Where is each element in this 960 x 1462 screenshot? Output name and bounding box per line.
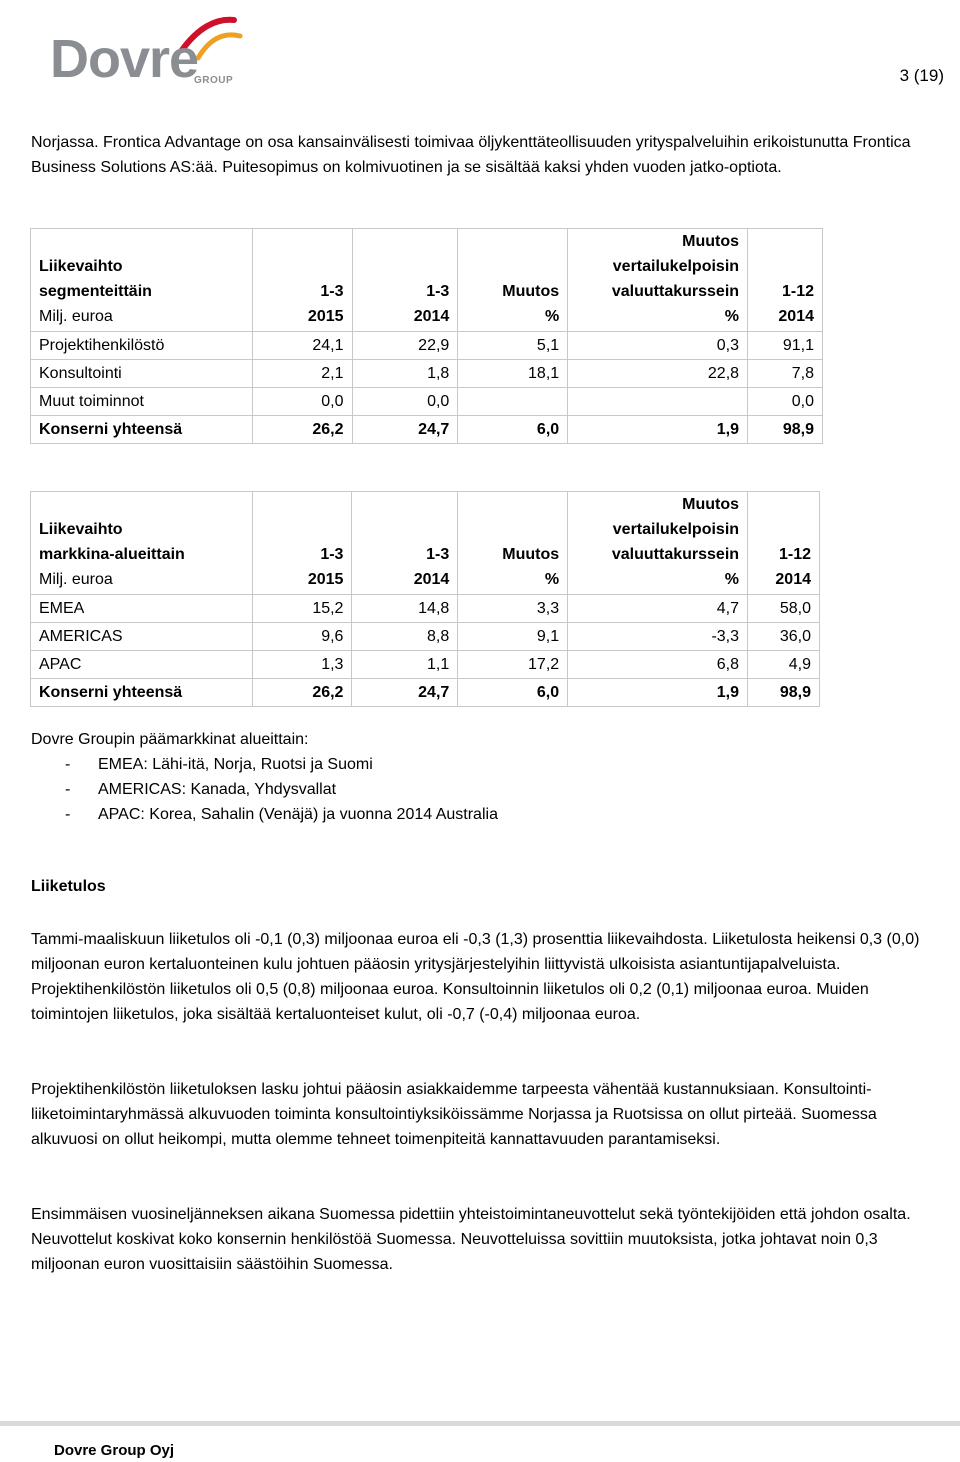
footer-divider <box>0 1421 960 1426</box>
dash-bullet: - <box>65 806 71 823</box>
header-cell-change: Muutos % <box>458 492 568 595</box>
header-cell-label: Liikevaihto markkina-alueittain Milj. euroa <box>31 492 253 595</box>
list-item: - EMEA: Lähi-itä, Norja, Ruotsi ja Suomi <box>31 752 498 777</box>
table-row <box>31 651 820 679</box>
cell: 26,2 <box>252 679 352 707</box>
cell: 0,0 <box>748 388 823 416</box>
markets-intro: Dovre Groupin päämarkkinat alueittain: <box>31 731 309 748</box>
list-item: - APAC: Korea, Sahalin (Venäjä) ja vuonna 2014 Australia <box>31 802 498 827</box>
page-number: 3 (19) <box>899 66 944 85</box>
row-label: AMERICAS <box>31 623 253 651</box>
cell: 3,3 <box>458 595 568 623</box>
cell: 22,8 <box>568 360 748 388</box>
cell: 22,9 <box>352 332 458 360</box>
cell: 0,0 <box>352 388 458 416</box>
header-cell-q1-2014: 1-3 2014 <box>352 492 458 595</box>
table-header-row <box>31 229 823 332</box>
cell: 6,0 <box>458 416 568 444</box>
revenue-by-segment-table <box>30 228 823 444</box>
header-cell-q1-2014: 1-3 2014 <box>352 229 458 332</box>
cell: 15,2 <box>252 595 352 623</box>
cell: 1,9 <box>568 416 748 444</box>
cell: 7,8 <box>748 360 823 388</box>
header-cell-fy-2014: 1-12 2014 <box>748 492 820 595</box>
header-cell-label: Liikevaihto segmenteittäin Milj. euroa <box>31 229 253 332</box>
cell: 98,9 <box>748 679 820 707</box>
row-label: Konserni yhteensä <box>31 679 253 707</box>
header-cell-fy-2014: 1-12 2014 <box>748 229 823 332</box>
header-cell-change: Muutos % <box>458 229 568 332</box>
cell: 6,8 <box>568 651 748 679</box>
cell: 1,1 <box>352 651 458 679</box>
logo-group-label: GROUP <box>194 75 234 86</box>
cell: 26,2 <box>252 416 352 444</box>
cell: 17,2 <box>458 651 568 679</box>
cell: 36,0 <box>748 623 820 651</box>
liiketulos-paragraph-1: Tammi-maaliskuun liiketulos oli -0,1 (0,3) miljoonaa euroa eli -0,3 (1,3) prosenttia liikevaihdosta. Liiketulosta heikensi 0,3 (0,0) miljoonan euron kertaluonteinen kulu johtuen pääosin yritysjärjestelyihin liittyvistä ulkoisista asiantuntijapalveluista. Projektihenkilöstön liiketulos oli 0,5 (0,8) miljoonaa euroa. Konsultoinnin liiketulos oli 0,2 (0,1) miljoonaa euroa. Muiden toimintojen liiketulos, joka sisältää kertaluonteiset kulut, oli -0,7 (-0,4) miljoonaa euroa. <box>31 931 920 1023</box>
cell: 1,9 <box>568 679 748 707</box>
cell: 1,3 <box>252 651 352 679</box>
dovre-logo <box>48 10 238 89</box>
revenue-by-market-table <box>30 491 820 707</box>
table-row <box>31 623 820 651</box>
table-row <box>31 360 823 388</box>
cell: 24,7 <box>352 679 458 707</box>
logo-wordmark: Dovre <box>50 29 199 89</box>
cell: 91,1 <box>748 332 823 360</box>
dash-bullet: - <box>65 756 71 773</box>
liiketulos-paragraph-2: Projektihenkilöstön liiketuloksen lasku johtui pääosin asiakkaidemme tarpeesta vähentää kustannuksiaan. Konsultointi-liiketoimintaryhmässä alkuvuoden toiminta konsultointiyksiköissämme Norjassa ja Ruotsissa on ollut pirteää. Suomessa alkuvuosi on ollut heikompi, mutta olemme tehneet toimenpiteitä kannattavuuden parantamiseksi. <box>31 1081 877 1148</box>
cell <box>458 388 568 416</box>
cell: 4,9 <box>748 651 820 679</box>
cell: 9,1 <box>458 623 568 651</box>
table-total-row <box>31 679 820 707</box>
row-label: Konsultointi <box>31 360 253 388</box>
cell: 0,3 <box>568 332 748 360</box>
row-label: Projektihenkilöstö <box>31 332 253 360</box>
dash-bullet: - <box>65 781 71 798</box>
cell: 24,1 <box>252 332 352 360</box>
header-cell-q1-2015: 1-3 2015 <box>252 229 352 332</box>
header-cell-change-fx: Muutos vertailukelpoisin valuuttakurssein % <box>568 492 748 595</box>
table-row <box>31 595 820 623</box>
list-item: - AMERICAS: Kanada, Yhdysvallat <box>31 777 498 802</box>
intro-paragraph: Norjassa. Frontica Advantage on osa kansainvälisesti toimivaa öljykenttäteollisuuden yrityspalveluihin erikoistunutta Frontica Business Solutions AS:ää. Puitesopimus on kolmivuotinen ja se sisältää kaksi yhden vuoden jatko-optiota. <box>31 134 911 176</box>
cell: 98,9 <box>748 416 823 444</box>
section-heading-liiketulos: Liiketulos <box>31 878 106 895</box>
cell: 14,8 <box>352 595 458 623</box>
cell: 5,1 <box>458 332 568 360</box>
cell: 1,8 <box>352 360 458 388</box>
row-label: APAC <box>31 651 253 679</box>
row-label: Konserni yhteensä <box>31 416 253 444</box>
table-row <box>31 388 823 416</box>
cell <box>568 388 748 416</box>
table-header-row <box>31 492 820 595</box>
row-label: EMEA <box>31 595 253 623</box>
cell: 9,6 <box>252 623 352 651</box>
liiketulos-paragraph-3: Ensimmäisen vuosineljänneksen aikana Suomessa pidettiin yhteistoimintaneuvottelut sekä työntekijöiden että johdon osalta. Neuvottelut koskivat koko konsernin henkilöstöä Suomessa. Neuvotteluissa sovittiin muutoksista, jotka johtavat noin 0,3 miljoonan euron vuosittaisiin säästöihin Suomessa. <box>31 1206 911 1273</box>
cell: 18,1 <box>458 360 568 388</box>
cell: 58,0 <box>748 595 820 623</box>
table-row <box>31 332 823 360</box>
footer-company-name: Dovre Group Oyj <box>54 1442 175 1459</box>
header-cell-q1-2015: 1-3 2015 <box>252 492 352 595</box>
cell: 24,7 <box>352 416 458 444</box>
table-total-row <box>31 416 823 444</box>
cell: 2,1 <box>252 360 352 388</box>
cell: 4,7 <box>568 595 748 623</box>
header-cell-change-fx: Muutos vertailukelpoisin valuuttakurssein % <box>568 229 748 332</box>
markets-list <box>31 752 498 827</box>
row-label: Muut toiminnot <box>31 388 253 416</box>
cell: 6,0 <box>458 679 568 707</box>
cell: -3,3 <box>568 623 748 651</box>
cell: 8,8 <box>352 623 458 651</box>
cell: 0,0 <box>252 388 352 416</box>
